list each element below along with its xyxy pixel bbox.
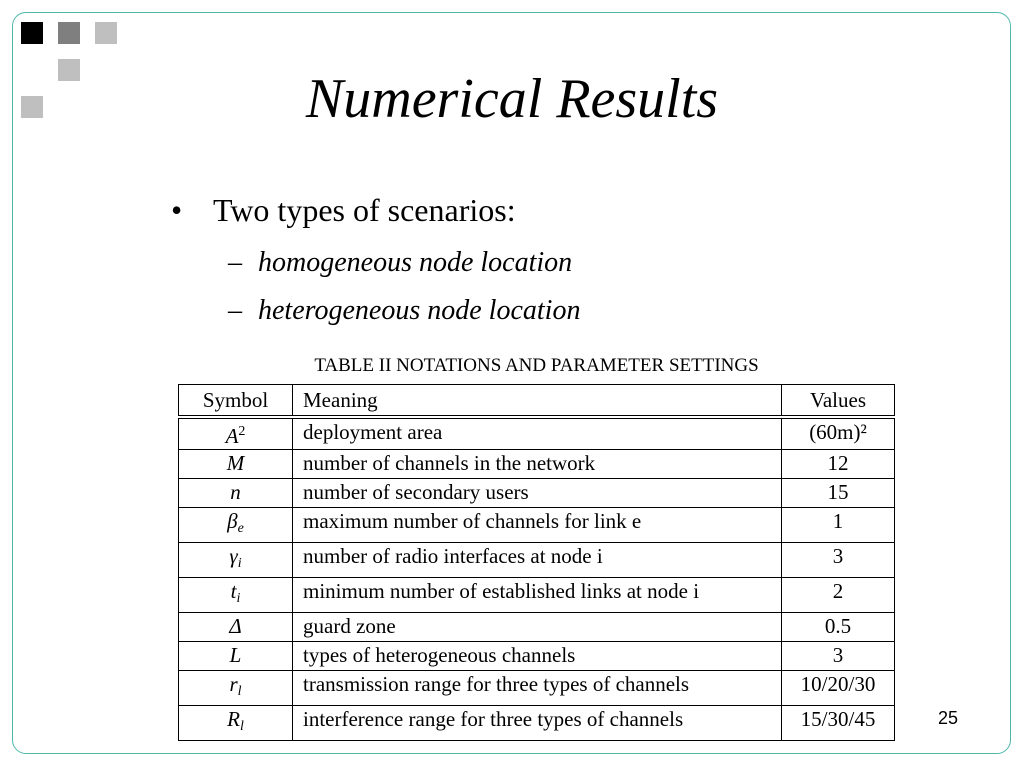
symbol-main: γ	[229, 544, 238, 568]
cell-meaning: number of radio interfaces at node i	[293, 543, 782, 578]
page-number: 25	[938, 708, 959, 728]
symbol-main: n	[230, 480, 241, 504]
symbol-main: β	[227, 509, 238, 533]
cell-value: 15/30/45	[782, 706, 895, 741]
symbol-subscript: i	[236, 591, 241, 606]
symbol-superscript: 2	[238, 424, 246, 439]
cell-value: 15	[782, 479, 895, 508]
slide-title: Numerical Results	[305, 68, 719, 130]
symbol-main: L	[229, 643, 242, 667]
symbol-main: t	[230, 579, 237, 603]
cell-symbol	[179, 417, 293, 450]
table-row	[179, 508, 895, 543]
parameter-table	[178, 384, 895, 741]
cell-value: 2	[782, 578, 895, 613]
dash-marker: –	[228, 247, 242, 278]
symbol-main: r	[229, 672, 238, 696]
cell-meaning: maximum number of channels for link e	[293, 508, 782, 543]
table-row	[179, 706, 895, 741]
sub-bullet-item	[228, 246, 572, 280]
sub-bullet-text: homogeneous node location	[258, 247, 573, 278]
bullet-text: Two types of scenarios:	[213, 192, 516, 228]
cell-symbol	[179, 450, 293, 479]
table-row	[179, 578, 895, 613]
cell-value: (60m)²	[782, 417, 895, 450]
cell-value: 3	[782, 543, 895, 578]
symbol-main: A	[225, 424, 239, 448]
cell-value: 1	[782, 508, 895, 543]
cell-meaning: number of secondary users	[293, 479, 782, 508]
table-row	[179, 543, 895, 578]
table-row	[179, 479, 895, 508]
cell-value: 3	[782, 642, 895, 671]
table-row	[179, 642, 895, 671]
cell-symbol	[179, 543, 293, 578]
cell-symbol	[179, 642, 293, 671]
table-caption: TABLE II NOTATIONS AND PARAMETER SETTINGS	[314, 355, 759, 376]
cell-meaning: transmission range for three types of channels	[293, 671, 782, 706]
symbol-main: M	[226, 451, 245, 475]
sub-bullet-item	[228, 294, 580, 328]
table-body	[179, 417, 895, 741]
symbol-subscript: i	[237, 556, 242, 571]
bullet-marker: •	[171, 192, 183, 228]
symbol-subscript: l	[237, 684, 242, 699]
table-row	[179, 613, 895, 642]
cell-meaning: interference range for three types of channels	[293, 706, 782, 741]
table-row	[179, 450, 895, 479]
cell-value: 10/20/30	[782, 671, 895, 706]
symbol-main: Δ	[229, 614, 242, 638]
decorative-square	[21, 22, 43, 44]
symbol-subscript: l	[239, 719, 244, 734]
cell-symbol	[179, 508, 293, 543]
cell-symbol	[179, 706, 293, 741]
dash-marker: –	[228, 295, 242, 326]
cell-value: 12	[782, 450, 895, 479]
cell-meaning: deployment area	[293, 417, 782, 450]
header-symbol: Symbol	[179, 385, 293, 418]
cell-symbol	[179, 578, 293, 613]
cell-meaning: guard zone	[293, 613, 782, 642]
cell-meaning: minimum number of established links at node i	[293, 578, 782, 613]
bullet-item	[171, 190, 516, 230]
decorative-square	[95, 22, 117, 44]
symbol-subscript: e	[237, 521, 244, 536]
header-meaning: Meaning	[293, 385, 782, 418]
sub-bullet-text: heterogeneous node location	[258, 295, 581, 326]
table-header-row	[179, 385, 895, 418]
cell-symbol	[179, 671, 293, 706]
cell-symbol	[179, 479, 293, 508]
decorative-square	[58, 22, 80, 44]
cell-meaning: types of heterogeneous channels	[293, 642, 782, 671]
table-row	[179, 671, 895, 706]
cell-meaning: number of channels in the network	[293, 450, 782, 479]
cell-symbol	[179, 613, 293, 642]
cell-value: 0.5	[782, 613, 895, 642]
symbol-main: R	[227, 707, 240, 731]
header-values: Values	[782, 385, 895, 418]
table-row	[179, 417, 895, 450]
